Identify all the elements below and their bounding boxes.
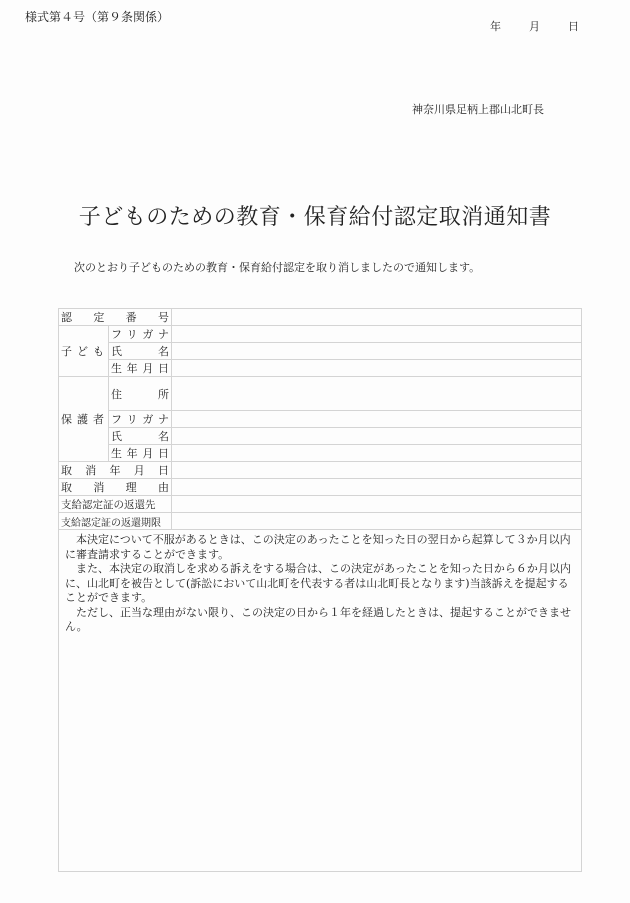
row-child-birthdate	[59, 360, 581, 377]
value-guardian-address[interactable]	[172, 377, 581, 410]
value-return-deadline[interactable]	[172, 513, 581, 529]
label-child-name: 氏 名	[109, 343, 172, 359]
value-cancel-reason[interactable]	[172, 479, 581, 495]
label-guardian-name: 氏 名	[109, 428, 172, 444]
label-cancel-date: 取 消 年 月 日	[59, 462, 172, 478]
value-guardian-birthdate[interactable]	[172, 445, 581, 461]
intro-text: 次のとおり子どものための教育・保育給付認定を取り消しましたので通知します。	[74, 261, 481, 274]
date-year-label: 年	[490, 20, 501, 33]
value-child-furigana[interactable]	[172, 326, 581, 342]
notice-paragraph-2: また、本決定の取消しを求める訴えをする場合は、この決定があったことを知った日から６か月以内に、山北町を被告として(訴訟において山北町を代表する者は山北町長となります)当該訴えを提起することができます。	[65, 562, 571, 604]
value-guardian-furigana[interactable]	[172, 411, 581, 427]
date-month-label: 月	[529, 20, 540, 33]
row-child-name	[109, 343, 581, 360]
document-title: 子どものための教育・保育給付認定取消通知書	[78, 205, 552, 230]
value-child-name[interactable]	[172, 343, 581, 359]
row-guardian-furigana	[109, 411, 581, 428]
form-number: 様式第４号（第９条関係）	[25, 10, 170, 24]
notice-paragraph-1: 本決定について不服があるときは、この決定のあったことを知った日の翌日から起算して３か月以内に審査請求することができます。	[65, 533, 571, 561]
row-return-deadline	[59, 513, 581, 530]
value-return-to[interactable]	[172, 496, 581, 512]
row-cancel-date	[59, 462, 581, 479]
label-cert-number: 認 定 番 号	[59, 309, 172, 325]
row-return-to	[59, 496, 581, 513]
group-child: 子 ど も	[59, 326, 109, 377]
notice-paragraph-3: ただし、正当な理由がない限り、この決定の日から１年を経過したときは、提起することができません。	[65, 605, 571, 633]
label-guardian-furigana: フ リ ガ ナ	[109, 411, 172, 427]
label-guardian-address: 住 所	[109, 377, 172, 410]
row-guardian-address	[109, 377, 581, 411]
value-guardian-name[interactable]	[172, 428, 581, 444]
value-cancel-date[interactable]	[172, 462, 581, 478]
value-child-birthdate[interactable]	[172, 360, 581, 376]
row-cert-number	[59, 309, 581, 326]
label-child-furigana: フ リ ガ ナ	[109, 326, 172, 342]
cancellation-form-table	[58, 308, 582, 872]
label-guardian-birthdate: 生 年 月 日	[109, 445, 172, 461]
label-return-to: 支給認定証の返還先	[59, 496, 172, 512]
row-cancel-reason	[59, 479, 581, 496]
label-return-deadline: 支給認定証の返還期限	[59, 513, 172, 529]
row-guardian-birthdate	[59, 445, 581, 462]
value-cert-number[interactable]	[172, 309, 581, 325]
date-day-label: 日	[568, 20, 579, 33]
row-child-furigana	[109, 326, 581, 343]
row-guardian-name	[109, 428, 581, 445]
group-guardian: 保 護 者	[59, 377, 109, 462]
label-cancel-reason: 取 消 理 由	[59, 479, 172, 495]
issue-date	[490, 18, 579, 34]
label-child-birthdate: 生 年 月 日	[109, 360, 172, 376]
appeal-notice	[59, 530, 581, 871]
issuer: 神奈川県足柄上郡山北町長	[412, 103, 544, 116]
